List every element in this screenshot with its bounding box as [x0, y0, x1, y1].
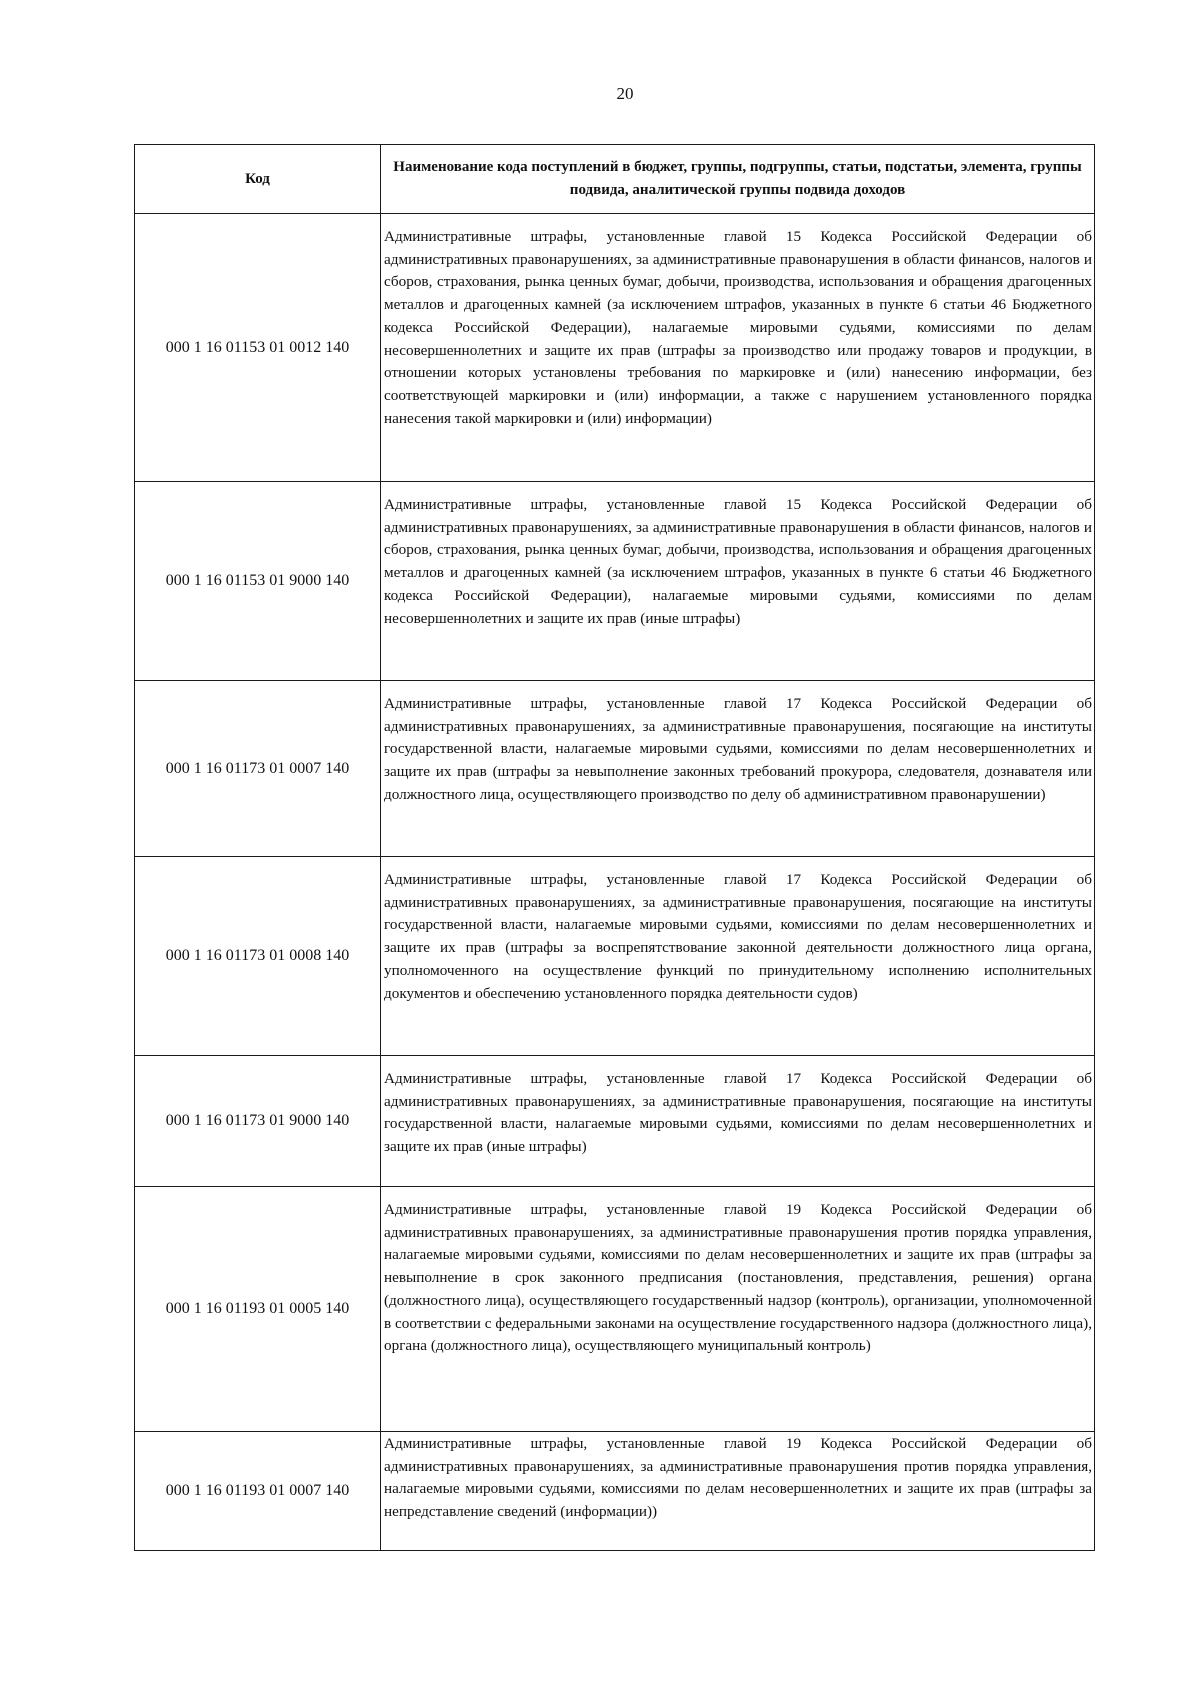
row-description	[381, 482, 1095, 681]
row-description	[381, 1432, 1095, 1551]
row-description-text: Административные штрафы, установленные главой 17 Кодекса Российской Федерации об административных правонарушениях, за административные правонарушения, посягающие на институты государственной власти, налагаемые мировыми судьями, комиссиями по делам несовершеннолетних и защите их прав (штрафы за воспрепятствование законной деятельности должностного лица органа, уполномоченного на осуществление функций по принудительному исполнению исполнительных документов и обеспечению установленного порядка деятельности судов)	[384, 871, 1092, 1002]
row-description-text: Административные штрафы, установленные главой 17 Кодекса Российской Федерации об административных правонарушениях, за административные правонарушения, посягающие на институты государственной власти, налагаемые мировыми судьями, комиссиями по делам несовершеннолетних и защите их прав (штрафы за невыполнение законных требований прокурора, следователя, дознавателя или должностного лица, осуществляющего производство по делу об административном правонарушении)	[384, 695, 1092, 803]
row-description	[381, 214, 1095, 482]
row-description	[381, 857, 1095, 1056]
row-description-text: Административные штрафы, установленные главой 17 Кодекса Российской Федерации об административных правонарушениях, за административные правонарушения, посягающие на институты государственной власти, налагаемые мировыми судьями, комиссиями по делам несовершеннолетних и защите их прав (иные штрафы)	[384, 1070, 1092, 1156]
row-description	[381, 1056, 1095, 1187]
table-row	[135, 214, 1095, 482]
row-description-text: Административные штрафы, установленные главой 15 Кодекса Российской Федерации об административных правонарушениях, за административные правонарушения в области финансов, налогов и сборов, страхования, рынка ценных бумаг, добычи, производства, использования и обращения драгоценных металлов и драгоценных камней (за исключением штрафов, указанных в пункте 6 статьи 46 Бюджетного кодекса Российской Федерации), налагаемые мировыми судьями, комиссиями по делам несовершеннолетних и защите их прав (штрафы за производство или продажу товаров и продукции, в отношении которых установлены требования по маркировке и (или) нанесению информации, без соответствующей маркировки и (или) информации, а также с нарушением установленного порядка нанесения такой маркировки и (или) информации)	[384, 228, 1092, 427]
row-code: 000 1 16 01153 01 0012 140	[135, 214, 381, 482]
row-description	[381, 681, 1095, 857]
row-description-text: Административные штрафы, установленные главой 19 Кодекса Российской Федерации об административных правонарушениях, за административные правонарушения против порядка управления, налагаемые мировыми судьями, комиссиями по делам несовершеннолетних и защите их прав (штрафы за непредставление сведений (информации))	[384, 1435, 1092, 1521]
row-code: 000 1 16 01173 01 0007 140	[135, 681, 381, 857]
table-row	[135, 482, 1095, 681]
table-row	[135, 681, 1095, 857]
row-description	[381, 1187, 1095, 1432]
table-row	[135, 1056, 1095, 1187]
row-description-text: Административные штрафы, установленные главой 15 Кодекса Российской Федерации об административных правонарушениях, за административные правонарушения в области финансов, налогов и сборов, страхования, рынка ценных бумаг, добычи, производства, использования и обращения драгоценных металлов и драгоценных камней (за исключением штрафов, указанных в пункте 6 статьи 46 Бюджетного кодекса Российской Федерации), налагаемые мировыми судьями, комиссиями по делам несовершеннолетних и защите их прав (иные штрафы)	[384, 496, 1092, 627]
row-code: 000 1 16 01173 01 0008 140	[135, 857, 381, 1056]
table-row	[135, 1187, 1095, 1432]
row-description-text: Административные штрафы, установленные главой 19 Кодекса Российской Федерации об административных правонарушениях, за административные правонарушения против порядка управления, налагаемые мировыми судьями, комиссиями по делам несовершеннолетних и защите их прав (штрафы за невыполнение в срок законного предписания (постановления, представления, решения) органа (должностного лица), осуществляющего государственный надзор (контроль), организации, уполномоченной в соответствии с федеральными законами на осуществление государственного надзора (должностного лица), органа (должностного лица), осуществляющего муниципальный контроль)	[384, 1201, 1092, 1355]
row-code: 000 1 16 01173 01 9000 140	[135, 1056, 381, 1187]
row-code: 000 1 16 01153 01 9000 140	[135, 482, 381, 681]
table-header-row	[135, 145, 1095, 214]
page-number: 20	[616, 84, 634, 103]
budget-revenue-codes-table	[134, 144, 1095, 1551]
row-code: 000 1 16 01193 01 0005 140	[135, 1187, 381, 1432]
header-name: Наименование кода поступлений в бюджет, группы, подгруппы, статьи, подстатьи, элемента, группы подвида, аналитической группы подвида доходов	[381, 145, 1095, 214]
table-row	[135, 1432, 1095, 1551]
row-code: 000 1 16 01193 01 0007 140	[135, 1432, 381, 1551]
header-code: Код	[135, 145, 381, 214]
table-row	[135, 857, 1095, 1056]
